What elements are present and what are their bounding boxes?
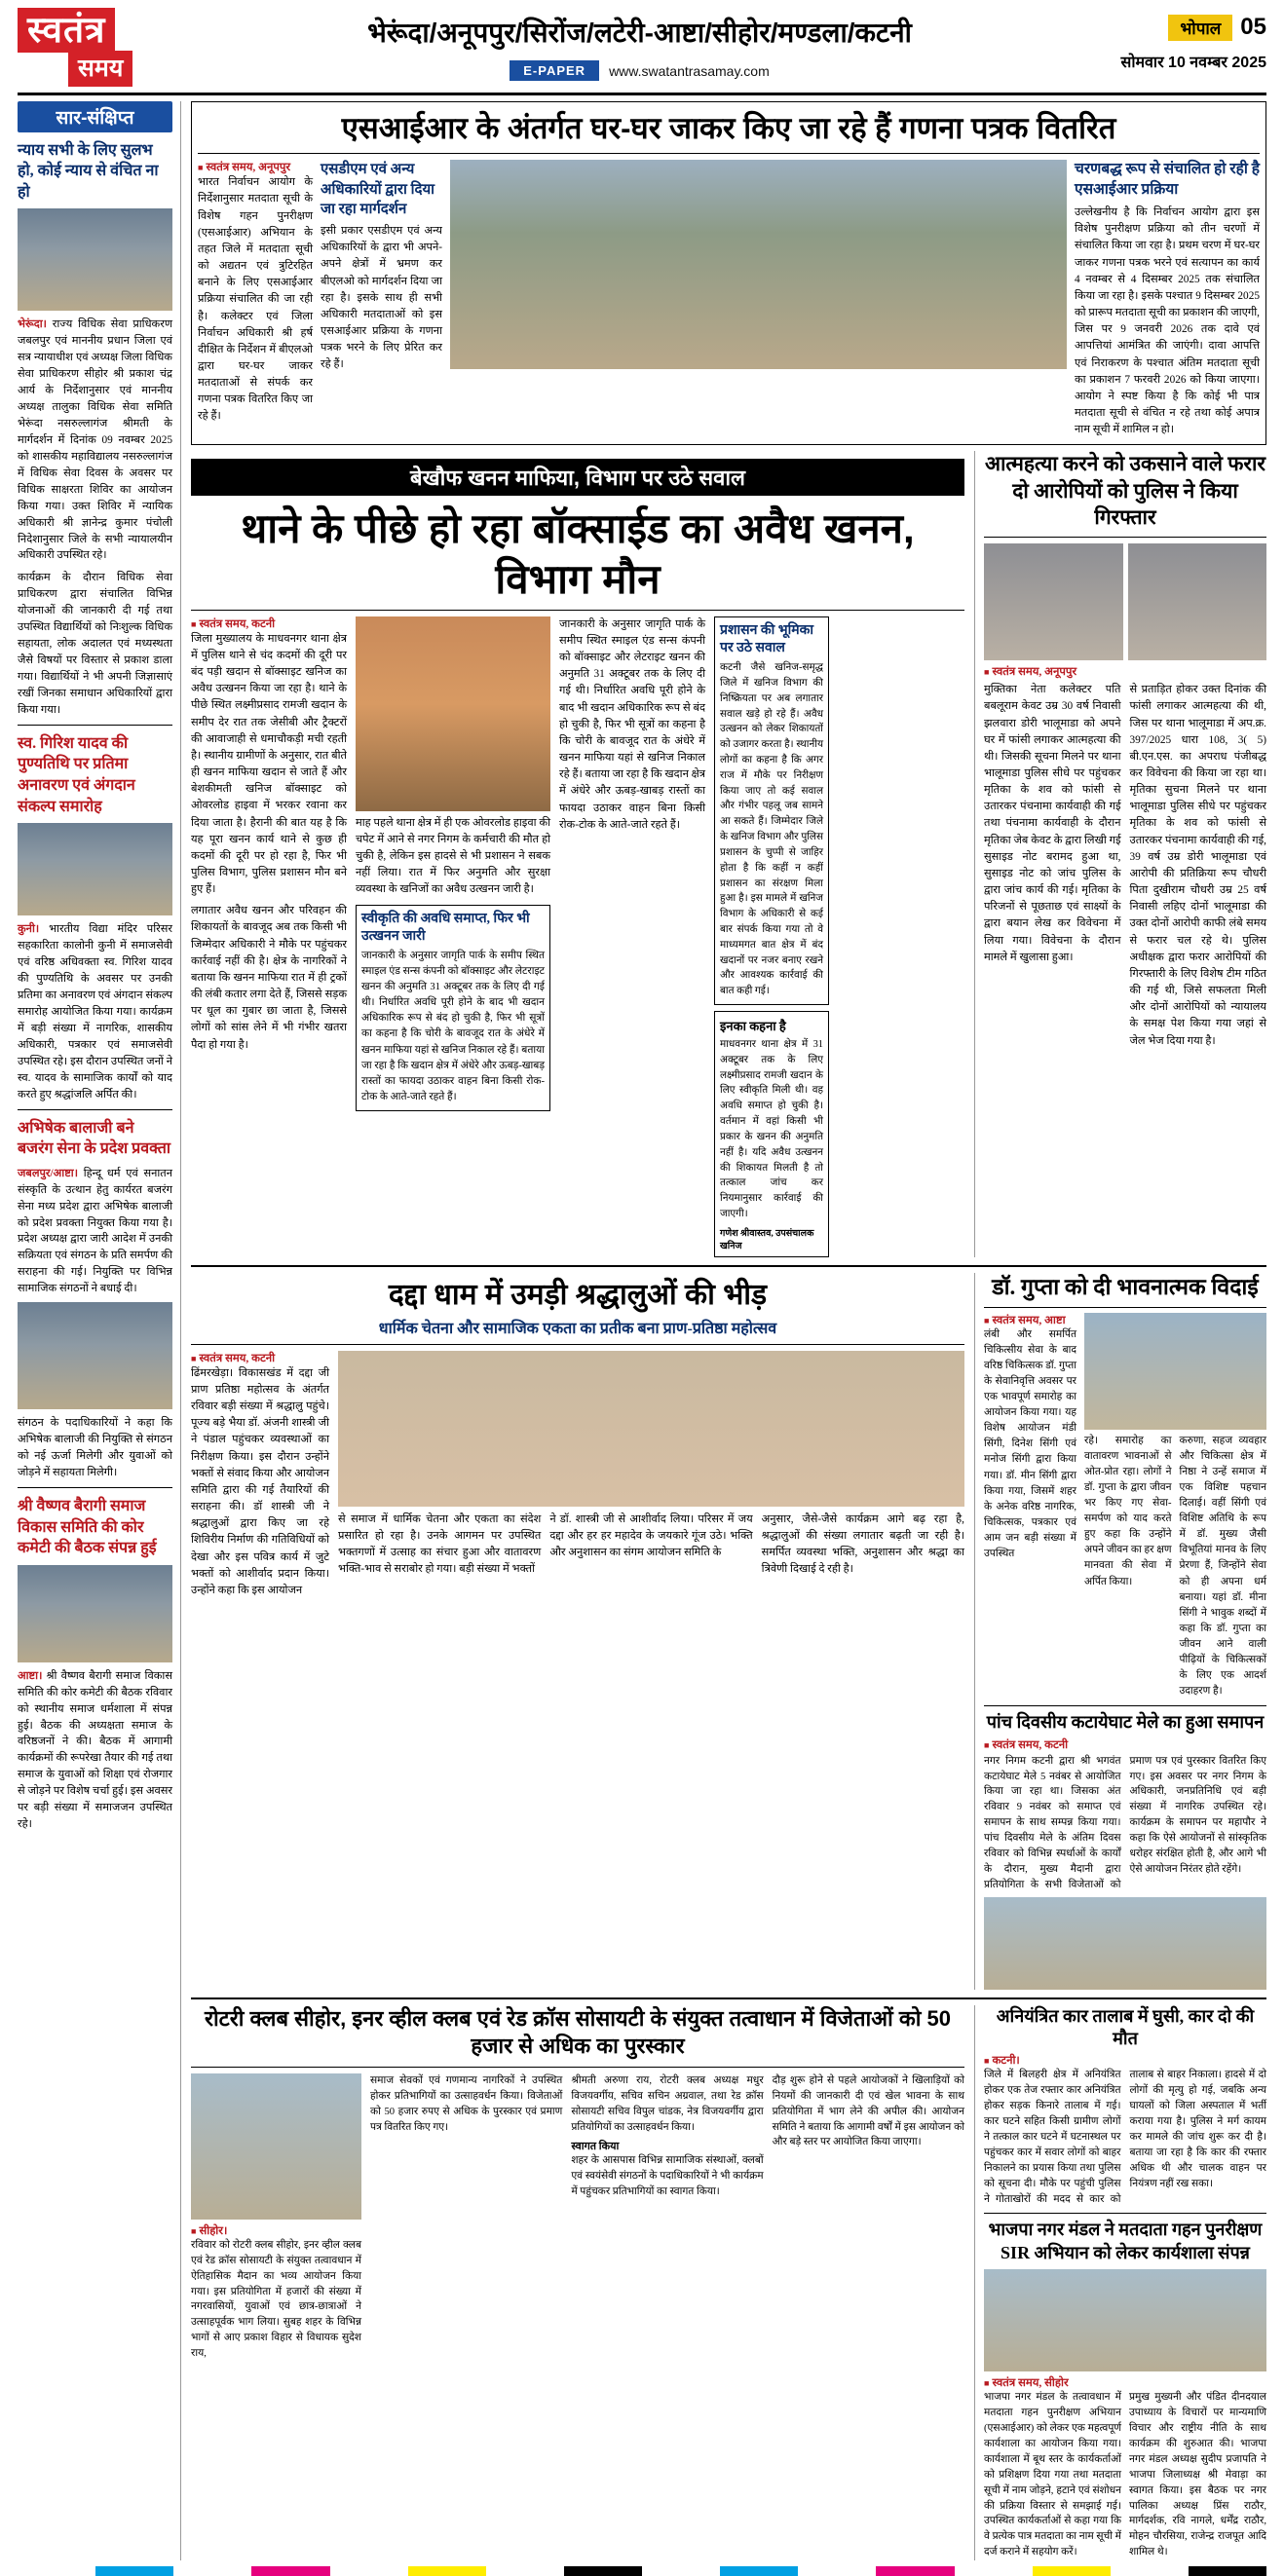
sidebar-item-3-body: हिन्दू धर्म एवं सनातन संस्कृति के उत्थान हेतु कार्यरत बजरंग सेना मध्य प्रदेश द्वारा अभिषेक बालाजी को प्रदेश प्रवक्ता नियुक्त किया गया है। प्रदेश अध्यक्ष द्वारा जारी आदेश में उनकी सक्रियता एवं संगठन के प्रति समर्पण की सराहना की गई। नियुक्ति पर विभिन्न सामाजिक संगठनों ने बधाई दी। — [18, 1167, 172, 1295]
mining-story — [191, 451, 964, 1256]
dadda-text2: से समाज में धार्मिक चेतना और एकता का संदेश प्रसारित हो रहा है। उनके आगमन पर उपस्थित भक्तगणों में उत्साह का संचार हुआ और वातावरण भक्ति-भाव से सराबोर हो गया। बड़ी संख्या में भक्तों — [338, 1512, 542, 1576]
illegal-bauxite-mine-photo — [356, 616, 550, 811]
mining-byline: ■ स्वतंत्र समय, कटनी — [191, 616, 347, 631]
mining-quote-box — [714, 1011, 829, 1257]
masthead — [18, 0, 1266, 91]
top-story-text2: इसी प्रकार एसडीएम एवं अन्य अधिकारियों के द्वारा भी अपने-अपने क्षेत्रों में भ्रमण कर बीएलओ को मार्गदर्शन दिया जा रहा है। इसके साथ ही सभी अधिकारी मतदाताओं को इस एसआईआर प्रक्रिया के गणना पत्रक भरने के लिए प्रेरित कर रहे हैं। — [321, 225, 442, 371]
sidebar-title: सार-संक्षिप्त — [18, 101, 172, 132]
website-url[interactable]: www.swatantrasamay.com — [609, 62, 770, 79]
top-story-right-text: उल्लेखनीय है कि निर्वाचन आयोग द्वारा इस विशेष पुनरीक्षण प्रक्रिया को तीन चरणों में संचालित किया जा रहा है। प्रथम चरण में घर-घर जाकर गणना पत्रक भरने एवं सत्यापन का कार्य 4 नवम्बर से 4 दिसम्बर 2025 तक संचालित किया जा रहा है। इसके पश्चात 9 दिसम्बर 2025 को प्रारूप मतदाता सूची का प्रकाशन की जाएगी, जिस पर 9 जनवरी 2026 तक दावे एवं आपत्तियां आमंत्रित की जाएंगी। दावा आपत्ति एवं निराकरण के पश्चात अंतिम मतदाता सूची का प्रकाशन 7 फरवरी 2026 को किया जाएगा। आयोग ने स्पष्ट किया है कि कोई भी पात्र मतदाता सूची से वंचित न रहे तथा कोई अपात्र नाम सूची में शामिल न हो। — [1075, 206, 1260, 436]
gupta-byline: ■ स्वतंत्र समय, आष्टा — [984, 1313, 1076, 1327]
committee-meeting-photo — [18, 1565, 172, 1662]
accused-woman-mugshot — [984, 543, 1123, 660]
sidebar-item-1-more: कार्यक्रम के दौरान विधिक सेवा प्राधिकरण द्वारा संचालित विभिन्न योजनाओं की जानकारी दी गई तथा उपस्थित विद्यार्थियों को निःशुल्क विधिक सहायता, लोक अदालत एवं मध्यस्थता जैसे विषयों पर विस्तार से प्रकाश डाला गया। विद्यार्थियों ने भी अपनी जिज्ञासाएं रखीं जिनका समाधान अधिकारियों द्वारा किया गया। — [18, 572, 172, 716]
sidebar-item-4-body: श्री वैष्णव बैरागी समाज विकास समिति की कोर कमेटी की बैठक रविवार को स्थानीय समाज धर्मशाला में संपन्न हुई। बैठक की अध्यक्षता समाज के वरिष्ठजनों ने की। बैठक में आगामी कार्यक्रमों की रूपरेखा तैयार की गई तथा समाज के युवाओं को शिक्षा एवं रोजगार से जोड़ने पर विशेष चर्चा हुई। इस अवसर पर बड़ी संख्या में समाजजन उपस्थित रहे। — [18, 1669, 172, 1831]
gupta-story — [974, 1273, 1266, 1990]
mining-col3 — [559, 616, 705, 1257]
katyaghat-byline: ■ स्वतंत्र समय, कटनी — [984, 1737, 1266, 1752]
accident-headline: अनियंत्रित कार तालाब में घुसी, कार दो की मौत — [996, 2005, 1255, 2049]
epaper-row — [242, 60, 1038, 81]
rotary-story — [191, 2005, 964, 2560]
logo-main-text: स्वतंत्र — [18, 8, 115, 53]
arrest-text2: से प्रताड़ित होकर उक्त दिनांक की फांसी लगाकर आत्महत्या की थी, जिस पर थाना भालूमाडा में अप.क्र. 397/2025 धारा 108, 3( 5) बी.एन.एस. का अपराध पंजीबद्ध कर विवेचना की किया जा रहा था। मृतिका सुचना मिलने पर थाना भालूमाडा पुलिस सीधे पर पहुंचकर मृतिका के शव को फांसी से उतारकर पंचनामा कार्यवाही की गई, 39 वर्ष उम्र डोरी भालूमाडा एवं आरोपी की प्रतिक्रिया रूप चौधरी पिता दुखीराम चौधरी उम्र 25 वर्ष निवासी लहिए दोनों भालूमाडा की उक्त दोनों आरोपी काफी लंबे समय से फरार चल रहे थे। पुलिस अधीक्षक द्वारा फरार आरोपियों की गिरफ्तारी के लिए विशेष टीम गठित की गई थी, जिसे सफलता मिली और दोनों आरोपियों को न्यायालय के समक्ष पेश किया गया जहां से जेल भेज दिया गया है। — [1129, 684, 1266, 1047]
mining-quote-author: गणेश श्रीवास्तव, उपसंचालक खनिज — [720, 1228, 814, 1251]
dadda-headline: दद्दा धाम में उमड़ी श्रद्धालुओं की भीड़ — [388, 1278, 768, 1311]
katyaghat-story — [984, 1711, 1266, 1989]
arrest-story — [974, 451, 1266, 1256]
sidebar-item-3-dateline: जबलपुर/आष्टा। — [18, 1167, 79, 1179]
accident-byline: ■ कटनी। — [984, 2053, 1266, 2068]
arrest-byline: ■ स्वतंत्र समय, अनूपपुर — [984, 664, 1266, 679]
gupta-text2: रहे। समारोह का वातावरण भावनाओं से ओत-प्रोत रहा। लोगों ने डॉ. गुप्ता के द्वारा जीवन भर किए गए सेवा-समर्पण को याद करते हुए कहा कि उन्होंने अपने जीवन का हर क्षण मानवता की सेवा में अर्पित किया। — [1084, 1435, 1172, 1587]
mining-band: बेखौफ खनन माफिया, विभाग पर उठे सवाल — [191, 459, 964, 496]
sidebar-item-4-dateline: आष्टा। — [18, 1669, 43, 1682]
sidebar-item-2 — [18, 733, 172, 1103]
edition-places: भेरूंदा/अनूपपुर/सिरोंज/लटेरी-आष्टा/सीहोर/मण्डला/कटनी — [367, 18, 912, 48]
sidebar-item-4-headline: श्री वैष्णव बैरागी समाज विकास समिति की कोर कमेटी की बैठक संपन्न हुई — [18, 1497, 157, 1557]
top-story-col3 — [1075, 160, 1260, 438]
masthead-center — [242, 8, 1038, 81]
dadda-text4: अनुसार, जैसे-जैसे कार्यक्रम आगे बढ़ रहा है, श्रद्धालुओं की संख्या लगातार बढ़ती जा रही है। समर्पित व्यवस्था भक्ति, अनुशासन और श्रद्धा का त्रिवेणी दिखाई दे रही है। — [761, 1512, 964, 1576]
mining-side-head: प्रशासन की भूमिका पर उठे सवाल — [720, 622, 813, 655]
dadda-text1: ढिंमरखेड़ा। विकासखंड में दद्दा जी प्राण प्रतिष्ठा महोत्सव के अंतर्गत रविवार बड़ी संख्या में श्रद्धालु पहुंचे। पूज्य बड़े भैया डॉ. अंजनी शास्त्री जी ने पंडाल पहुंचकर व्यवस्थाओं का निरीक्षण किया। इस दौरान उन्होंने भक्तों से संवाद किया और आयोजन समिति द्वारा की गई तैयारियों की सराहना की। डॉ शास्त्री जी ने श्रद्धालुओं द्वारा किए जा रहे शिविरीय निर्माण की गतिविधियों को देखा और इस पवित्र कार्य में जुटे भक्तों को आशीर्वाद प्रदान किया। उन्होंने कहा कि इस आयोजन — [191, 1366, 329, 1596]
dadda-dham-ceremony-photo — [338, 1351, 964, 1507]
arrest-headline: आत्महत्या करने को उकसाने वाले फरार दो आरोपियों को पुलिस ने किया गिरफ्तार — [984, 452, 1266, 529]
mining-col1 — [191, 616, 347, 1257]
mining-subtext-1: जानकारी के अनुसार जागृति पार्क के समीप स्थित स्माइल एंड सन्स कंपनी को बॉक्साइट और लेटराइट खनन की अनुमति 31 अक्टूबर तक के लिए दी गई थी। निर्धारित अवधि पूरी होने के बाद भी खदान अधिकारिक रूप से बंद हो चुकी है, फिर भी सूत्रों का कहना है कि चोरी के बावजूद रात के अंधेरे में खनन माफिया यहां से खनिज निकाल रहे हैं। बताया जा रहा है कि खदान क्षेत्र में अंधेरे और ऊबड़-खाबड़ रास्तों का फायदा उठाकर वाहन बिना किसी रोक-टोक के आते-जाते रहते हैं। — [361, 950, 545, 1102]
legal-literacy-camp-photo — [18, 208, 172, 311]
top-story-text1: भारत निर्वाचन आयोग के निर्देशानुसार मतदाता सूची के विशेष गहन पुनरीक्षण (एसआईआर) अभियान के तहत जिले में मतदाता सूची को अद्यतन एवं त्रुटिरहित बनाने के लिए एसआईआर प्रक्रिया संचालित की जा रही है। कलेक्टर एवं जिला निर्वाचन अधिकारी श्री हर्ष दीक्षित के निर्देशन में बीएलओ द्वारा घर-घर जाकर मतदाताओं से संपर्क कर गणना पत्रक वितरित किए जा रहे हैं। — [198, 176, 313, 423]
page-number: 05 — [1240, 14, 1266, 40]
top-story-right-head: चरणबद्ध रूप से संचालित हो रही है एसआईआर प्रक्रिया — [1075, 161, 1260, 199]
rotary-text1: रविवार को रोटरी क्लब सीहोर, इनर व्हील क्लब एवं रेड क्रॉस सोसायटी के संयुक्त तत्वावधान में ऐतिहासिक मैदान का भव्य आयोजन किया गया। इस प्रतियोगिता में हजारों की संख्या में नगरवासियों, युवाओं एवं छात्र-छात्राओं ने उत्साहपूर्वक भाग लिया। सुबह शहर के विभिन्न भागों से आए प्रकाश विहार से विधायक सुदेश राय, — [191, 2239, 361, 2360]
rotary-headline: रोटरी क्लब सीहोर, इनर व्हील क्लब एवं रेड क्रॉस सोसायटी के संयुक्त तत्वाधान में विजेताओं को 50 हजार से अधिक का पुरस्कार — [204, 2005, 952, 2059]
dadda-col1 — [191, 1351, 329, 1599]
dadda-story — [191, 1273, 964, 1990]
mining-photo-col — [356, 616, 550, 1257]
statue-unveiling-photo — [18, 823, 172, 915]
sidebar-item-4 — [18, 1496, 172, 1833]
masthead-right — [1038, 8, 1266, 72]
sidebar-item-3-more: संगठन के पदाधिकारियों ने कहा कि अभिषेक बालाजी की नियुक्ति से संगठन को नई ऊर्जा मिलेगी और युवाओं को जोड़ने में सहायता मिलेगी। — [18, 1417, 172, 1479]
mining-side-box — [714, 616, 829, 1257]
mining-quote-text: माधवनगर थाना क्षेत्र में 31 अक्टूबर तक के लिए लक्ष्मीप्रसाद रामजी खदान के लिए स्वीकृति मिली थी। वह अवधि समाप्त हो चुकी है। वर्तमान में वहां किसी भी प्रकार के खनन की अनुमति नहीं है। यदि अवैध उत्खनन की शिकायत मिलती है तो तत्काल जांच कर नियमानुसार कार्रवाई की जाएगी। — [720, 1039, 823, 1219]
accident-text: जिले में बिलहरी क्षेत्र में अनियंत्रित होकर एक तेज रफ्तार कार अनियंत्रित होकर सड़क किनारे तालाब में गई। कार घटने सहित किसी ग्रामीण लोगों ने तत्काल कार घटने में घटनास्थल पर पहुंचकर कार में सवार लोगों को बाहर निकालने का प्रयास किया तथा पुलिस को सूचना दी। मौके पर पहुंची पुलिस ने गोताखोरों की मदद से कार को तालाब से बाहर निकाला। हादसे में दो लोगों की मृत्यु हो गई, जबकि अन्य घायलों को जिला अस्पताल में भर्ती कराया गया है। पुलिस ने मर्ग कायम कर मामले की जांच शुरू कर दी है। बताया जा रहा है कि कार की रफ्तार अधिक थी और चालक वाहन पर नियंत्रण नहीं रख सका। — [984, 2070, 1266, 2205]
rotary-subtext: शहर के आसपास विभिन्न सामाजिक संस्थाओं, क्लबों एवं स्वयंसेवी संगठनों के पदाधिकारियों ने भी कार्यक्रम में पहुंचकर प्रतिभागियों का स्वागत किया। — [571, 2155, 764, 2198]
bjp-workshop-photo — [984, 2269, 1266, 2371]
top-story-col2 — [321, 160, 442, 438]
sidebar-item-2-dateline: कुनी। — [18, 923, 40, 936]
dadda-subhead: धार्मिक चेतना और सामाजिक एकता का प्रतीक बना प्राण-प्रतिष्ठा महोत्सव — [378, 1320, 777, 1337]
bjp-text1: भाजपा नगर मंडल के तत्वावधान में मतदाता गहन पुनरीक्षण अभियान (एसआईआर) को लेकर एक महत्वपूर्ण कार्यशाला का आयोजन किया गया। कार्यशाला में बूथ स्तर के कार्यकर्ताओं को प्रशिक्षण दिया गया तथा मतदाता सूची में नाम जोड़ने, हटाने एवं संशोधन की प्रक्रिया विस्तार से समझाई गई। उपस्थित कार्यकर्ताओं से कहा गया कि वे प्रत्येक पात्र मतदाता का नाम सूची में दर्ज कराने में सहयोग करें। — [984, 2392, 1121, 2558]
voters-receiving-enumeration-forms-photo — [450, 160, 1067, 369]
sidebar-item-1-headline: न्याय सभी के लिए सुलभ हो, कोई न्याय से वंचित ना हो — [18, 141, 159, 201]
sidebar-item-2-body: भारतीय विद्या मंदिर परिसर सहकारिता कालोनी कुनी में समाजसेवी एवं वरिष्ठ अधिवक्ता स्व. गिरिश यादव की पुण्यतिथि के अवसर पर उनकी प्रतिमा का अनावरण एवं अंगदान संकल्प समारोह आयोजित किया गया। कार्यक्रम में बड़ी संख्या में नागरिक, शासकीय अधिकारी, पत्रकार एवं समाजसेवी उपस्थित रहे। इस दौरान उपस्थित जनों ने स्व. यादव के सामाजिक कार्यों को याद करते हुए श्रद्धांजलि अर्पित की। — [18, 923, 172, 1101]
main-content — [191, 101, 1266, 2561]
publication-date: सोमवार 10 नवम्बर 2025 — [1120, 55, 1266, 71]
sidebar-item-1-body: राज्य विधिक सेवा प्राधिकरण जबलपुर एवं माननीय प्रधान जिला एवं सत्र न्यायाधीश एवं अध्यक्ष जिला विधिक सेवा प्राधिकरण सीहोर श्री प्रकाश चंद्र आर्य के निर्देशानुसार एवं माननीय अध्यक्ष तालुका विधिक सेवा समिति भेरूंदा नसरुल्लागंज श्रीमती के मार्गदर्शन में दिनांक 09 नवम्बर 2025 को शासकीय महाविद्यालय नसरुल्लागंज में विधिक सेवा दिवस के अवसर पर विधिक साक्षरता शिविर का आयोजन किया गया। उक्त शिविर में न्यायिक अधिकारी श्री ज्ञानेन्द्र कुमार पंचोली निदेशानुसार जिले के सभी न्यायालयीन अधिकारी उपस्थित रहे। — [18, 318, 173, 562]
rotary-subhead: स्वागत किया — [571, 2141, 620, 2153]
mining-sub-text-cont: जानकारी के अनुसार जागृति पार्क के समीप स्थित स्माइल एंड सन्स कंपनी को बॉक्साइट और लेटराइट खनन की अनुमति 31 अक्टूबर तक के लिए दी गई थी। निर्धारित अवधि पूरी होने के बाद भी खदान अधिकारिक रूप से बंद हो चुकी है, फिर भी सूत्रों का कहना है कि चोरी के बावजूद रात के अंधेरे में खनन माफिया यहां से खनिज निकाल रहे हैं। बताया जा रहा है कि खदान क्षेत्र में अंधेरे और ऊबड़-खाबड़ रास्तों का फायदा उठाकर वाहन बिना किसी रोक-टोक के आते-जाते रहते हैं। — [559, 617, 706, 831]
newspaper-logo — [18, 8, 242, 87]
top-story-photo-wrap — [450, 160, 1067, 438]
sidebar-item-1 — [18, 140, 172, 719]
mining-subhead-1: स्वीकृति की अवधि समाप्त, फिर भी उत्खनन जारी — [361, 911, 530, 944]
mining-text1: जिला मुख्यालय के माधवनगर थाना क्षेत्र में पुलिस थाने से चंद कदमों की दूरी पर बंद पड़ी खदान से बॉक्साइट खनिज का अवैध उत्खनन किया जा रहा है। थाने के पीछे स्थित लक्ष्मीप्रसाद रामजी खदान के समीप देर रात तक जेसीबी और ट्रैक्टरों की आवाजाही से धमाचौकड़ी मची रहती है। स्थानीय ग्रामीणों के अनुसार, रात बीते ही खनन माफिया खदान से जाते हैं और बेशकीमती खनिज बॉक्साइट को ओवरलोड हाइवा में भरकर रवाना कर दिया जाता है। हैरानी की बात यह है कि यह पूरा खनन कार्य थाने से कुछ ही कदमों की दूरी पर हो रहा है, फिर भी पुलिस विभाग, पुलिस प्रशासन मौन बने हुए हैं। — [191, 632, 347, 896]
top-story-headline: एसआईआर के अंतर्गत घर-घर जाकर किए जा रहे हैं गणना पत्रक वितरित — [341, 110, 1116, 145]
sidebar-saar-sankshipt — [18, 101, 181, 2561]
top-story — [191, 101, 1266, 446]
top-story-col1 — [198, 160, 313, 438]
mining-subbox-1 — [356, 905, 550, 1111]
sidebar-item-2-headline: स्व. गिरिश यादव की पुण्यतिथि पर प्रतिमा अनावरण एवं अंगदान संकल्प समारोह — [18, 734, 135, 815]
rotary-text2: समाज सेवकों एवं गणमान्य नागरिकों ने उपस्थित होकर प्रतिभागियों का उत्साहवर्धन किया। विजेताओं को 50 हजार रुपए से अधिक के पुरस्कार एवं प्रमाण पत्र वितरित किए गए। — [370, 2074, 563, 2133]
gupta-col1 — [984, 1313, 1076, 1700]
gupta-text3: करुणा, सहज व्यवहार और चिकित्सा क्षेत्र में निष्ठा ने उन्हें समाज में एक विशिष्ट पहचान दिलाई। वहीं सिंगी एवं विशिष्ट अतिथि के रूप में डॉ. मुख्य जैसी विभूतियां मानव के लिए प्रेरणा हैं, जिन्होंने सेवा को ही अपना धर्म बनाया। यहां डॉ. मीना सिंगी ने भावुक शब्दों में कहा कि डॉ. गुप्ता का जीवन आने वाली पीढ़ियों के चिकित्सकों के लिए एक आदर्श उदाहरण है। — [1179, 1435, 1266, 1698]
bjp-byline: ■ स्वतंत्र समय, सीहोर — [984, 2375, 1266, 2390]
mining-caption: माह पहले थाना क्षेत्र में ही एक ओवरलोड हाइवा की चपेट में आने से नगर निगम के कर्मचारी की मौत हो चुकी है, लेकिन इस हादसे से भी प्रशासन ने सबक नहीं लिया। रात में फिर अनुमति और सुरक्षा व्यवस्था के खनिजों का अवैध उत्खनन जारी है। — [356, 816, 550, 896]
gupta-text1: लंबी और समर्पित चिकित्सीय सेवा के बाद वरिष्ठ चिकित्सक डॉ. गुप्ता के सेवानिवृत्ति अवसर पर एक भावपूर्ण समारोह का आयोजन किया गया। यह विशेष आयोजन मंडी सिंगी, दिनेश सिंगी एवं मनोज सिंगी द्वारा किया गया। डॉ. मीन सिंगी द्वारा किया गया, जिसमें शहर के अनेक वरिष्ठ नागरिक, चिकित्सक, पत्रकार एवं आम जन बड़ी संख्या में उपस्थित — [984, 1328, 1076, 1559]
katyaghat-text: नगर निगम कटनी द्वारा श्री भगवंत कटायेघाट मेले 5 नवंबर से आयोजित किया जा रहा था। जिसका अंत रविवार 9 नवंबर को समाप्त एवं समापन के साथ सम्पन्न किया गया। पांच दिवसीय मेले के अंतिम दिवस रविवार को विभिन्न स्पर्धाओं के कार्यों के दौरान, मुख्य मैदानी द्वारा प्रतियोगिता के सभी विजेताओं को प्रमाण पत्र एवं पुरस्कार वितरित किए गए। इस अवसर पर नगर निगम के अधिकारी, जनप्रतिनिधि एवं बड़ी संख्या में नागरिक उपस्थित रहे। कार्यक्रम के समापन पर महापौर ने कहा कि ऐसे आयोजनों से सांस्कृतिक धरोहर संरक्षित होती है, और आगे भी ऐसे आयोजन निरंतर होते रहेंगे। — [984, 1755, 1266, 1890]
gupta-headline: डॉ. गुप्ता को दी भावनात्मक विदाई — [992, 1274, 1259, 1299]
right-bottom-column — [974, 2005, 1266, 2560]
mining-text1b: लगातार अवैध खनन और परिवहन की शिकायतों के बावजूद अब तक किसी भी जिम्मेदार अधिकारी ने मौके पर पहुंचकर कार्रवाई नहीं की है। क्षेत्र के नागरिकों ने बताया कि खनन माफिया रात में ही ट्रकों की लंबी कतार लगा देते हैं, जिससे सड़क पर धूल का गुबार छा जाता है, जिससे लोगों को सांस लेने में भी गंभीर खतरा पैदा हो गया है। — [191, 905, 347, 1051]
rotary-byline: ■ सीहोर। — [191, 2223, 361, 2238]
sidebar-item-1-dateline: भेरूंदा। — [18, 318, 47, 331]
edition-city: भोपाल — [1168, 15, 1232, 41]
spokesperson-portrait-photo — [18, 1302, 172, 1409]
katyaghat-headline: पांच दिवसीय कटायेघाट मेले का हुआ समापन — [986, 1712, 1265, 1733]
sidebar-item-3-headline: अभिषेक बालाजी बने बजरंग सेना के प्रदेश प्रवक्ता — [18, 1119, 171, 1158]
accident-story — [984, 2005, 1266, 2208]
rotary-text3: श्रीमती अरुणा राय, रोटरी क्लब अध्यक्ष मधुर विजयवर्गीय, सचिव सचिन अग्रवाल, तथा रेड क्रॉस सोसायटी सचिव विपुल चांडक, नेत्र विजयवर्गीय द्वारा प्रतियोगियों का उत्साहवर्धन किया। — [571, 2074, 764, 2133]
epaper-badge[interactable]: E-PAPER — [510, 60, 599, 81]
sidebar-item-3 — [18, 1118, 172, 1481]
doctor-farewell-photo — [1084, 1313, 1266, 1430]
dadda-text3: ने डॉ. शास्त्री जी से आशीर्वाद लिया। परिसर में जय दद्दा और हर हर महादेव के जयकारे गूंज उठे। भक्ति और अनुशासन का संगम आयोजन समिति के — [549, 1512, 753, 1559]
accused-man-mugshot — [1128, 543, 1267, 660]
bjp-text2: प्रमुख मुख्यनी और पंडित दीनदयाल उपाध्याय के विचारों पर मान्यमाणि विचार और राष्ट्रीय नीति के साथ कार्यक्रम की शुरुआत की। भाजपा नगर मंडल अध्यक्ष सुदीप प्रजापति ने भाजपा जिलाध्यक्ष श्री मेवाड़ा का स्वागत किया। इस बैठक पर नगर पालिका अध्यक्ष प्रिंस राठौर, मार्गदर्शक, रवि नागले, धर्मेंद्र राठौर, मोहन चौरसिया, राजेन्द्र राजपूत आदि शामिल थे। — [1129, 2392, 1266, 2558]
fair-closing-ceremony-photo — [984, 1897, 1266, 1990]
mining-quote-head: इनका कहना है — [720, 1019, 786, 1034]
logo-sub-text: समय — [68, 51, 132, 87]
top-story-byline: ■ स्वतंत्र समय, अनूपपुर — [198, 160, 313, 174]
dadda-byline: ■ स्वतंत्र समय, कटनी — [191, 1351, 329, 1365]
rotary-prize-distribution-photo — [191, 2073, 361, 2220]
bjp-story — [984, 2219, 1266, 2560]
color-registration-bar — [18, 2566, 1266, 2576]
arrest-text1: मुक्तिका नेता कलेक्टर पति बबलूराम केवट उम्र 30 वर्ष निवासी झलवारा डोरी भालूमाडा को अपने घर में फांसी लगाकर आत्महत्या की थी। जिसकी सूचना मिलने पर थाना भालूमाडा पुलिस सीधे पर पहुंचकर मृतिका के शव को फांसी से उतारकर पंचनामा कार्यवाही की गई तथा पंचनामा कार्यवाही के दौरान मृतिका जेब केवट के द्वारा लिखी गई सुसाइड नोट बरामद हुआ था, सुसाइड नोट को जांच पुलिस के द्वारा जांच कार्य की गई। मृतिका के परिजनों से पूछताछ एवं साक्ष्यों के द्वारा बयान लेख कर विवेचना में लिया गया। विवेचना के दौरान मामले में खुलासा हुआ। — [984, 684, 1121, 963]
rotary-text4: दौड़ शुरू होने से पहले आयोजकों ने खिलाड़ियों को नियमों की जानकारी दी एवं खेल भावना के साथ प्रतियोगिता में भाग लेने की अपील की। आयोजन समिति ने बताया कि आगामी वर्षों में इस आयोजन को और बड़े स्तर पर आयोजित किया जाएगा। — [772, 2074, 964, 2148]
mining-side-text: कटनी जैसे खनिज-समृद्ध जिले में खनिज विभाग की निष्क्रियता पर अब लगातार सवाल खड़े हो रहे हैं। अवैध उत्खनन को लेकर शिकायतों को उजागर करता है। स्थानीय लोगों का कहना है कि अगर राज में मौके पर निरीक्षण किया जाए तो कई सवाल और गंभीर पहलू जब सामने आ सकते हैं। जिम्मेदार जिले के खनिज विभाग और पुलिस प्रशासन के चुप्पी से जाहिर होता है कि कहीं न कहीं प्रशासन का संरक्षण मिला हुआ है। इस मामले में खनिज विभाग के अधिकारी से कई बार संपर्क किया गया तो वे माध्यमगत बात क्षेत्र में बंद खदानों पर नजर बनाए रखने और आवश्यक कार्रवाई की बात कही गई। — [720, 662, 823, 997]
bjp-headline: भाजपा नगर मंडल ने मतदाता गहन पुनरीक्षण SIR अभियान को लेकर कार्यशाला संपन्न — [988, 2220, 1263, 2262]
top-story-subhead: एसडीएम एवं अन्य अधिकारियों द्वारा दिया जा रहा मार्गदर्शन — [321, 162, 435, 217]
mining-headline: थाने के पीछे हो रहा बॉक्साईड का अवैध खनन, विभाग मौन — [241, 505, 915, 602]
